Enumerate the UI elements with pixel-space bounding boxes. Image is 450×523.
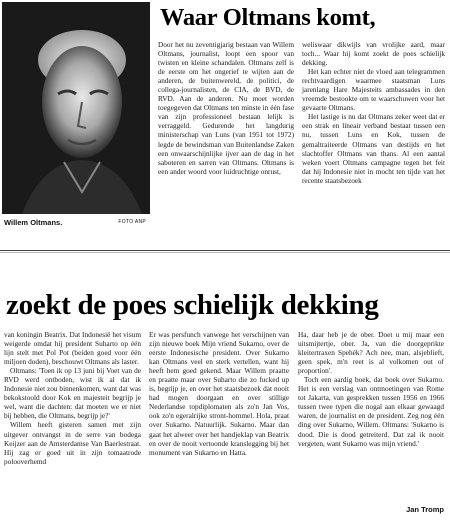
paragraph: Er was persfunch vanwege het verschijnen van zijn nieuwe boek Mijn vriend Sukarno, over de eerste Indonesische president. Over Sukarno kan Oltmans veel en sterk vertellen, want hij heeft hem goed gekend. Maar Willem praatte en praatte maar over Suharto die zo fucked up is, begrijp je, en over het staatsbezoek dat nooit had mogen doorgaan en over stillige Nederlandse topdiplomaten als zo'n Jan Vos, ook zo'n egeralrijke stront-hommel. Hola, praat over Sukarno. Natuurlijk. Sukarno. Maar dan gaat het alweer over het handjeklap van Beatrix en over de nooit vertoonde kranslegging bij het monument van Sukarno en Hatta.	[149, 330, 289, 457]
portrait-photo-shape	[2, 2, 150, 214]
headline-bottom: zoekt de poes schielijk dekking	[6, 289, 379, 321]
bottom-column-2	[149, 330, 289, 457]
paragraph: weliswaar dikwijls van vrolijke aard, maar toch... Waar hij komt zoekt de poes schielijk dekking.	[302, 40, 445, 68]
page-divider	[0, 250, 450, 251]
photo-credit: FOTO ANP	[118, 219, 146, 225]
portrait-photo	[2, 2, 150, 214]
paragraph: Willem heeft gisteren samen met zijn uitgever ontvangst in de serre van bodega Keijzer aan de Amsterdamse Van Baerlestraat. Hij zag er goed uit in zijn tomaatrode polooverhemd	[4, 420, 141, 466]
paragraph: Het lastige is nu dat Oltmans zeker weet dat er een strak en lineair verband bestaat tussen een nu, tussen Luns en Kok, tussen de gemaltraiteerde Oltmans van destijds en het slachtoffer Oltmans van thans. Al een aantal weken voert Oltmans campagne tegen het feit dat hij Indonesie niet in mocht ten tijde van het recente staatsbezoek	[302, 112, 445, 185]
paragraph: Het kan echter niet de vloed aan telegrammen rechtvaardigen waarmee staatsman Luns jarenlang Hare Majesteits ambassades in den vreemde bestookte om te waarschuwen voor het gevaarte Oltmans.	[302, 67, 445, 113]
paragraph: Ha, daar heb je de ober. Doet u mij maar een uitsmijtertje, ober. Ja, van die doorgeprikte kleitertraxen Spehék? Ach nee, man, alsjeblieft, geen spek, m'n reet is al volkomen out of proportion'.	[298, 330, 444, 376]
top-column-2	[302, 40, 445, 185]
headline-top: Waar Oltmans komt,	[160, 4, 376, 31]
author-byline: Jan Tromp	[406, 505, 444, 514]
bottom-column-3	[298, 330, 444, 448]
photo-caption-text: Willem Oltmans.	[4, 218, 63, 227]
paragraph: Oltmans: 'Toen ik op 13 juni bij Voet van de RVD werd ontboden, wist ik al dat ik Indonesie niet zou binnenkomen, want dat was bekokstoold door Kok en majesteit begrijp je wel, want die dachten: dat moeten we er niet bij hebben, die Oltmans, begrijp je?'	[4, 366, 141, 421]
paragraph: van koningin Beatrix. Dat Indonesië het visum weigerde omdat hij president Suharto op één lijn stelt met Pol Pot (beiden goed voor één miljoen doden), beschouwt Oltmans als laster.	[4, 330, 141, 367]
photo-caption	[4, 218, 148, 227]
paragraph: Toch een aardig boek, dat boek over Sukarno. Het is een verslag van ontmoetingen van Rome tot Jakarta, van gesprekken tussen 1956 en 1966 tussen twee typen die nogal aan elkaar gewaagd waren, de journalist en de president. Zeg nog één ding over Sukarno, Willem. Oltmans: 'Sukarno is dood. Die is dood getreiterd. Dat zal ik nooit vergeten, want Sukarno was mijn vriend.'	[298, 375, 444, 448]
bottom-column-1	[4, 330, 141, 466]
page-divider-secondary	[0, 252, 450, 253]
paragraph: Door het nu zeventigjarig bestaan van Willem Oltmans, journalist, loopt een spoor van twisten en kleine schandalen. Oltmans zelf is de eerste om het ongerief te wijten aan de anderen, de buitenwereld, de politici, de collega-journalisten, de CIA, de BVD, de RVD. Aan de anderen. Nu moet worden toegegeven dat Oltmans ten minste in één fase van zijn professioneel bestaan lelijk is verraggeld. Gedurende het langdurig ministerschap van Luns (van 1951 tot 1972) legde de bewindsman van Buitenlandse Zaken een onwaarschijnlijke ijver aan de dag in het saboteren en sarren van Oltmans. Oltmans is een ander woord voor luidruchtige onrust,	[158, 40, 294, 176]
top-column-1	[158, 40, 294, 176]
